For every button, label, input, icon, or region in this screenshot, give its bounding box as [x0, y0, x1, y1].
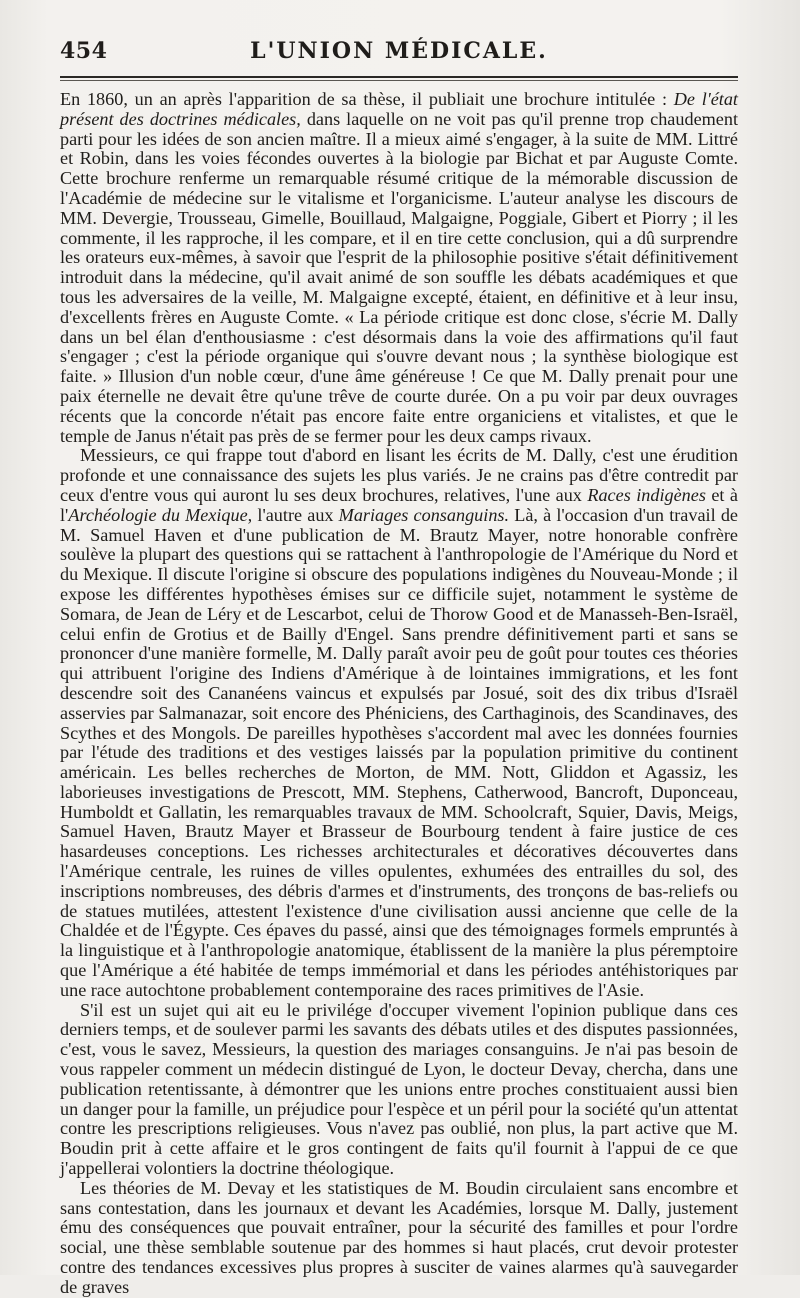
italic-title: Races indigènes [587, 484, 706, 505]
italic-title: Mariages consanguins. [338, 504, 510, 525]
paragraph-1 [60, 90, 738, 446]
text-run: Messieurs, ce qui frappe tout d'abord en lisant les écrits de M. Dally, c'est une érudition profonde et une connaissance des sujets les plus variés. Je ne crains pas d'être contredit par ceux d'entre vous qui auront lu ses deux brochures, relatives, l'une aux [60, 445, 738, 505]
paragraph-2 [60, 446, 738, 1000]
page-number: 454 [60, 38, 108, 64]
page-header [60, 38, 738, 68]
header-rule [60, 76, 738, 78]
body-text [60, 90, 738, 1298]
text-run: S'il est un sujet qui ait eu le privilége d'occuper vivement l'opinion publique dans ces derniers temps, et de soulever parmi les savants des débats utiles et des disputes passionnées, c'est, vous le savez, Messieurs, la question des mariages consanguins. Je n'ai pas besoin de vous rappeler comment un médecin distingué de Lyon, le docteur Devay, chercha, dans une publication retentissante, à démontrer que les unions entre proches constituaient aussi bien un danger pour la famille, un préjudice pour l'espèce et un péril pour la société qu'un attentat contre les prescriptions religieuses. Vous n'avez pas oublié, non plus, la part active que M. Boudin prit à cette affaire et le gros contingent de faits qu'il fournit à l'appui de ce que j'appellerai volontiers la doctrine théologique. [60, 999, 738, 1179]
paragraph-3 [60, 1001, 738, 1179]
text-run: En 1860, un an après l'apparition de sa thèse, il publiait une brochure intitulée : [60, 89, 674, 109]
running-title: L'UNION MÉDICALE. [250, 38, 548, 64]
italic-title: De l'état présent des doctrines médicales, [60, 89, 738, 129]
italic-title: Archéologie du Mexique, [68, 504, 253, 525]
text-run: Les théories de M. Devay et les statistiques de M. Boudin circulaient sans encombre et sans contestation, dans les journaux et devant les Académies, lorsque M. Dally, justement ému des conséquences que pouvait entraîner, pour la sécurité des familles et pour l'ordre social, une thèse semblable soutenue par des hommes si haut placés, crut devoir protester contre des tendances excessives plus propres à susciter de vaines alarmes qu'à sauvegarder de graves [60, 1177, 738, 1297]
text-run: et à l' [60, 484, 738, 525]
header-rule-thin [60, 80, 738, 81]
text-run: dans laquelle on ne voit pas qu'il prenne trop chaudement parti pour les idées de son ancien maître. Il a mieux aimé s'engager, à la suite de MM. Littré et Robin, dans les voies fécondes ouvertes à la biologie par Bichat et par Auguste Comte. Cette brochure renferme un remarquable résumé critique de la mémorable discussion de l'Académie de médecine sur le vitalisme et l'organicisme. L'auteur analyse les discours de MM. Devergie, Trousseau, Gimelle, Bouillaud, Malgaigne, Poggiale, Gibert et Piorry ; il les commente, il les rapproche, il les compare, et il en tire cette conclusion, qui a dû surprendre les orateurs eux-mêmes, à savoir que l'esprit de la philosophie positive s'était définitivement introduit dans la médecine, qu'il avait animé de son souffle les débats académiques et que tous les adversaires de la veille, M. Malgaigne excepté, étaient, en définitive et à leur insu, d'excellents frères en Auguste Comte. « La période critique est donc close, s'écrie M. Dally dans un bel élan d'enthousiasme : c'est désormais dans la voie des affirmations qu'il faut s'engager ; c'est la période organique qui s'ouvre devant nous ; la synthèse biologique est faite. » Illusion d'un noble cœur, d'une âme généreuse ! Ce que M. Dally prenait pour une paix éternelle ne devait être qu'une trêve de courte durée. On a pu voir par deux ouvrages récents que la concorde n'était pas encore faite entre organiciens et vitalistes, et que le temple de Janus n'était pas près de se fermer pour les deux camps rivaux. [60, 108, 739, 446]
text-run: Là, à l'occasion d'un travail de M. Samuel Haven et d'une publication de M. Brautz Mayer, notre honorable confrère soulève la plupart des questions qui se rattachent à l'anthropologie de l'Amérique du Nord et du Mexique. Il discute l'origine si obscure des populations indigènes du Nouveau-Monde ; il expose les différentes hypothèses émises sur ce difficile sujet, notamment le système de Somara, de Jean de Léry et de Lescarbot, celui de Thorow Good et de Manasseh-Ben-Israël, celui enfin de Grotius et de Bailly d'Engel. Sans prendre définitivement parti et sans se prononcer d'une manière formelle, M. Dally paraît avoir peu de goût pour toutes ces théories qui attribuent l'origine des Indiens d'Amérique à de lointaines immigrations, et les font descendre soit des Cananéens vaincus et expulsés par Josué, soit des dix tribus d'Israël asservies par Salmanazar, soit encore des Phéniciens, des Carthaginois, des Scandinaves, des Scythes et des Mongols. De pareilles hypothèses s'accordent mal avec les données fournies par l'étude des traditions et des vestiges laissés par la population primitive du continent américain. Les belles recherches de Morton, de MM. Nott, Gliddon et Agassiz, les laborieuses investigations de Prescott, MM. Stephens, Catherwood, Bancroft, Duponceau, Humboldt et Gallatin, les remarquables travaux de MM. Schoolcraft, Squier, Davis, Meigs, Samuel Haven, Brautz Mayer et Brasseur de Bourbourg tendent à faire justice de ces hasardeuses conceptions. Les richesses architecturales et décoratives découvertes dans l'Amérique centrale, les ruines de villes opulentes, exhumées des entrailles du sol, des inscriptions nombreuses, des débris d'armes et d'instruments, des tronçons de bas-reliefs ou de statues mutilées, attestent l'existence d'une civilisation aussi ancienne que celle de la Chaldée et de l'Égypte. Ces épaves du passé, ainsi que des témoignages formels empruntés à la linguistique et à l'anthropologie anatomique, établissent de la manière la plus péremptoire que l'Amérique a été habitée de temps immémorial et dans les périodes antéhistoriques par une race autochtone probablement contemporaine des races primitives de l'Asie. [60, 504, 738, 1000]
text-run: l'autre aux [252, 504, 339, 525]
paragraph-4 [60, 1179, 738, 1298]
